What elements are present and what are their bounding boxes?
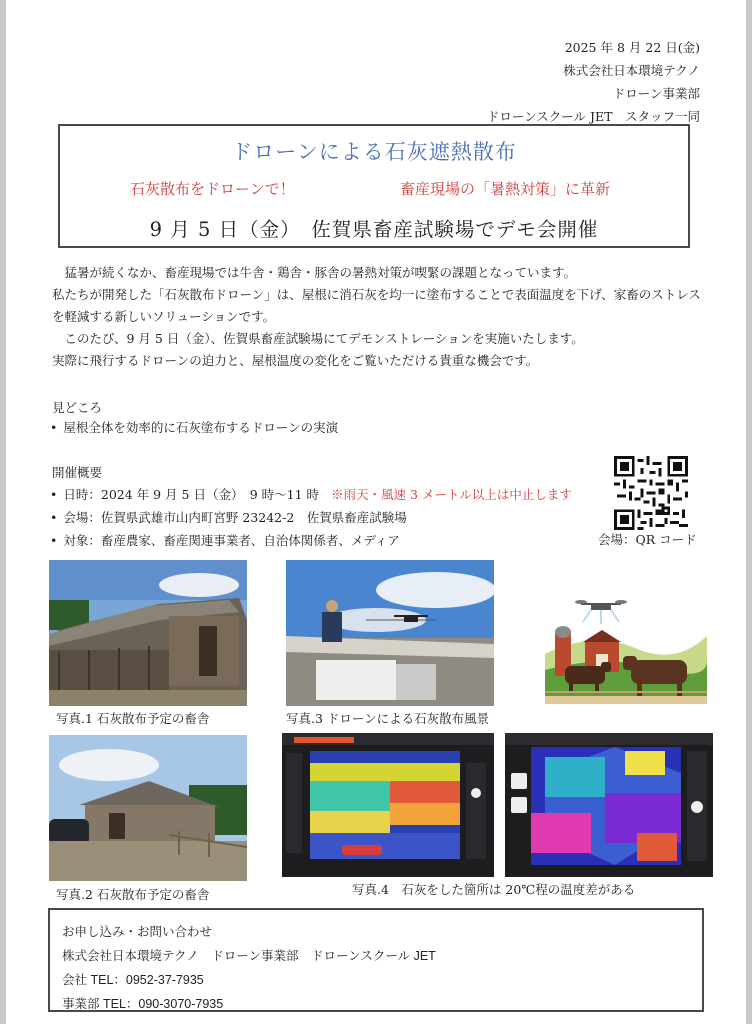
qr-code[interactable] (614, 456, 688, 530)
division-name: ドローン事業部 (612, 86, 700, 101)
sender-block (487, 36, 700, 128)
title-box (58, 124, 690, 248)
page-title: ドローンによる石灰遮熱散布 (231, 140, 517, 164)
drone-spraying-photo (286, 560, 494, 706)
company-name: 株式会社日本環境テクノ (563, 63, 700, 78)
photo-caption-3: 写真.3 ドローンによる石灰散布風景 (286, 711, 490, 726)
page-frame-right (746, 0, 752, 1024)
contact-heading: お申し込み・お問い合わせ (62, 925, 213, 939)
highlights-heading: 見どころ (52, 400, 103, 415)
overview-datetime (50, 483, 572, 506)
overview-list (50, 483, 572, 552)
event-headline: 9 月 5 日（金） 佐賀県畜産試験場でデモ会開催 (149, 218, 599, 241)
subtitle-right: 畜産現場の「暑熱対策」に革新 (400, 180, 611, 198)
photo-caption-4: 写真.4 石灰をした箇所は 20℃程の温度差がある (352, 882, 636, 897)
issue-date: 2025 年 8 月 22 日(金) (564, 40, 700, 55)
photo-caption-2: 写真.2 石灰散布予定の畜舎 (56, 887, 210, 902)
weather-warning: ※雨天・風速 3 メートル以上は中止します (331, 487, 572, 502)
intro-paragraph-3: このたび、9 月 5 日（金）、佐賀県畜産試験場にてデモンストレーションを実施いたします。 (64, 331, 584, 346)
datetime-text: 日時：2024 年 9 月 5 日（金） 9 時～11 時 (63, 487, 320, 502)
barn-photo-2 (49, 735, 247, 881)
photo-caption-1: 写真.1 石灰散布予定の畜舎 (56, 711, 210, 726)
contact-tel-division[interactable]: 事業部 TEL：090-3070-7935 (62, 997, 224, 1011)
contact-box (48, 908, 704, 1012)
overview-heading: 開催概要 (52, 465, 103, 480)
overview-venue: • 会場：佐賀県武雄市山内町宮野 23242-2 佐賀県畜産試験場 (50, 506, 572, 529)
drone-farm-illustration (545, 596, 707, 704)
qr-label: 会場：QR コード (598, 532, 697, 547)
highlights-list (50, 416, 338, 439)
intro-paragraph-4: 実際に飛行するドローンの迫力と、屋根温度の変化をご覧いただける貴重な機会です。 (52, 353, 539, 368)
subtitle-left: 石灰散布をドローンで！ (130, 180, 295, 198)
page-frame-left (0, 0, 6, 1024)
overview-audience: • 対象：畜産農家、畜産関連事業者、自治体関係者、メディア (50, 529, 572, 552)
highlight-item: • 屋根全体を効率的に石灰塗布するドローンの実演 (50, 416, 338, 439)
intro-paragraph-1: 猛暑が続くなか、畜産現場では牛舎・鶏舎・豚舎の暑熱対策が喫緊の課題となっています。 (64, 265, 577, 280)
barn-photo-1 (49, 560, 247, 706)
intro-paragraph-2: 私たちが開発した「石灰散布ドローン」は、屋根に消石灰を均一に塗布することで表面温度を下げ、家畜のストレスを軽減する新しいソリューションです。 (52, 287, 701, 324)
team-name: ドローンスクール JET スタッフ一同 (486, 109, 700, 124)
contact-org: 株式会社日本環境テクノ ドローン事業部 ドローンスクール JET (62, 949, 436, 963)
thermal-image-1 (282, 733, 494, 877)
intro-text (52, 262, 702, 372)
thermal-image-2 (505, 733, 713, 877)
contact-tel-company[interactable]: 会社 TEL：0952-37-7935 (62, 973, 204, 987)
